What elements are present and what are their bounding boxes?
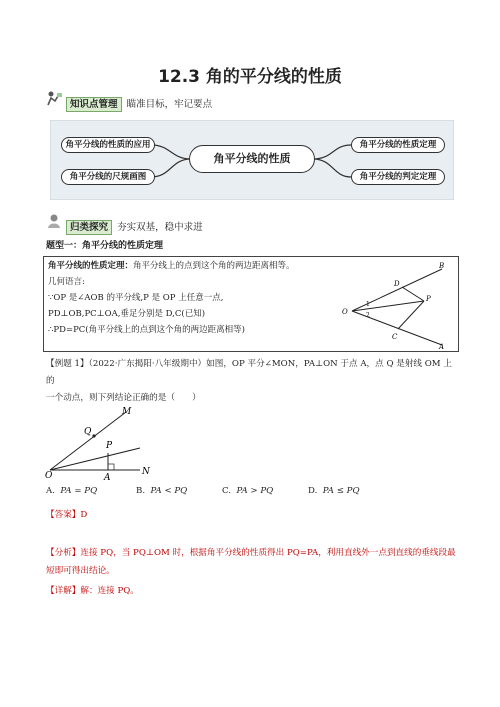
example-figure	[44, 404, 164, 480]
theorem-line2: PD⊥OB,PC⊥OA,垂足分别是 D,C(已知)	[48, 309, 206, 319]
theorem-line1: ∵OP 是∠AOB 的平分线,P 是 OP 上任意一点,	[48, 293, 224, 303]
fig1-label-2: 2	[366, 312, 370, 319]
explore-figure-icon	[46, 213, 64, 229]
fig1-label-O: O	[342, 308, 348, 316]
mindmap-node-application: 角平分线的性质的应用	[61, 137, 155, 153]
knowledge-header	[46, 90, 64, 110]
type1-heading: 题型一：角平分线的性质定理	[46, 241, 164, 251]
option-b[interactable]	[136, 486, 187, 496]
example-intro: 【例题 1】（2022·广东揭阳·八年级期中）如图，	[46, 359, 232, 369]
explore-header	[46, 213, 64, 233]
theorem-figure	[334, 259, 456, 349]
fig1-label-D: D	[394, 280, 400, 288]
option-d[interactable]	[308, 486, 360, 496]
fig1-label-P: P	[426, 295, 431, 303]
option-d-text: PA ≤ PQ	[322, 486, 360, 496]
explore-note: 夯实双基，稳中求进	[117, 222, 203, 233]
option-d-label: D.	[308, 486, 318, 496]
mindmap-node-construction: 角平分线的尺规画图	[61, 169, 155, 185]
theorem-line3: ∴PD=PC(角平分线上的点到这个角的两边距离相等)	[48, 325, 245, 335]
analysis-line2: 短即可得出结论。	[46, 566, 115, 576]
mindmap-node-judgment: 角平分线的判定定理	[351, 169, 445, 185]
fig1-label-1: 1	[366, 301, 370, 308]
theorem-label: 角平分线的性质定理：	[48, 261, 134, 271]
option-c-text: PA > PQ	[236, 486, 274, 496]
option-b-label: B.	[136, 486, 146, 496]
analysis-line1: 【分析】连接 PQ，当 PQ⊥OM 时，根据角平分线的性质得出 PQ=PA，利用直线外一点到直线的垂线段最	[46, 548, 456, 558]
detail: 【详解】解：连接 PQ。	[46, 586, 139, 596]
answer: 【答案】D	[46, 510, 88, 520]
example-condition: OP 平分∠MON，PA⊥ON 于点 A，点 Q 是射线 OM 上的	[46, 359, 452, 386]
theorem-text-block	[48, 258, 348, 338]
mindmap	[50, 120, 454, 200]
fig1-label-C: C	[392, 333, 398, 341]
fig2-label-M: M	[122, 407, 132, 417]
knowledge-note: 瞄准目标，牢记要点	[126, 99, 213, 110]
option-b-text: PA < PQ	[150, 486, 188, 496]
option-a[interactable]	[46, 486, 97, 496]
fig2-label-A: A	[104, 473, 111, 480]
mindmap-center: 角平分线的性质	[189, 145, 315, 173]
example-line1	[46, 356, 456, 390]
option-a-text: PA = PQ	[60, 486, 98, 496]
knowledge-tag-wrap	[66, 92, 212, 111]
example-line2: 一个动点，则下列结论正确的是（ ）	[46, 393, 201, 403]
mindmap-node-property: 角平分线的性质定理	[351, 137, 445, 153]
fig1-label-A: A	[439, 343, 445, 349]
theorem-geo-lang: 几何语言:	[48, 277, 85, 287]
study-figure-icon	[46, 90, 64, 106]
page-title: 12.3 角的平分线的性质	[158, 67, 342, 87]
option-c-label: C.	[222, 486, 232, 496]
theorem-statement	[48, 258, 348, 274]
knowledge-tag: 知识点管理	[66, 97, 122, 112]
theorem-text: 角平分线上的点到这个角的两边距离相等。	[133, 261, 295, 271]
explore-tag-wrap	[66, 215, 203, 234]
example-text	[46, 356, 456, 407]
option-a-label: A.	[46, 486, 55, 496]
fig2-label-O: O	[45, 471, 53, 480]
analysis	[46, 544, 458, 580]
option-c[interactable]	[222, 486, 273, 496]
explore-tag: 归类探究	[66, 220, 112, 235]
theorem-box	[43, 256, 459, 352]
fig2-label-P: P	[106, 441, 113, 451]
fig2-label-N: N	[142, 467, 150, 477]
fig1-label-B: B	[439, 262, 445, 270]
fig2-label-Q: Q	[84, 427, 92, 437]
